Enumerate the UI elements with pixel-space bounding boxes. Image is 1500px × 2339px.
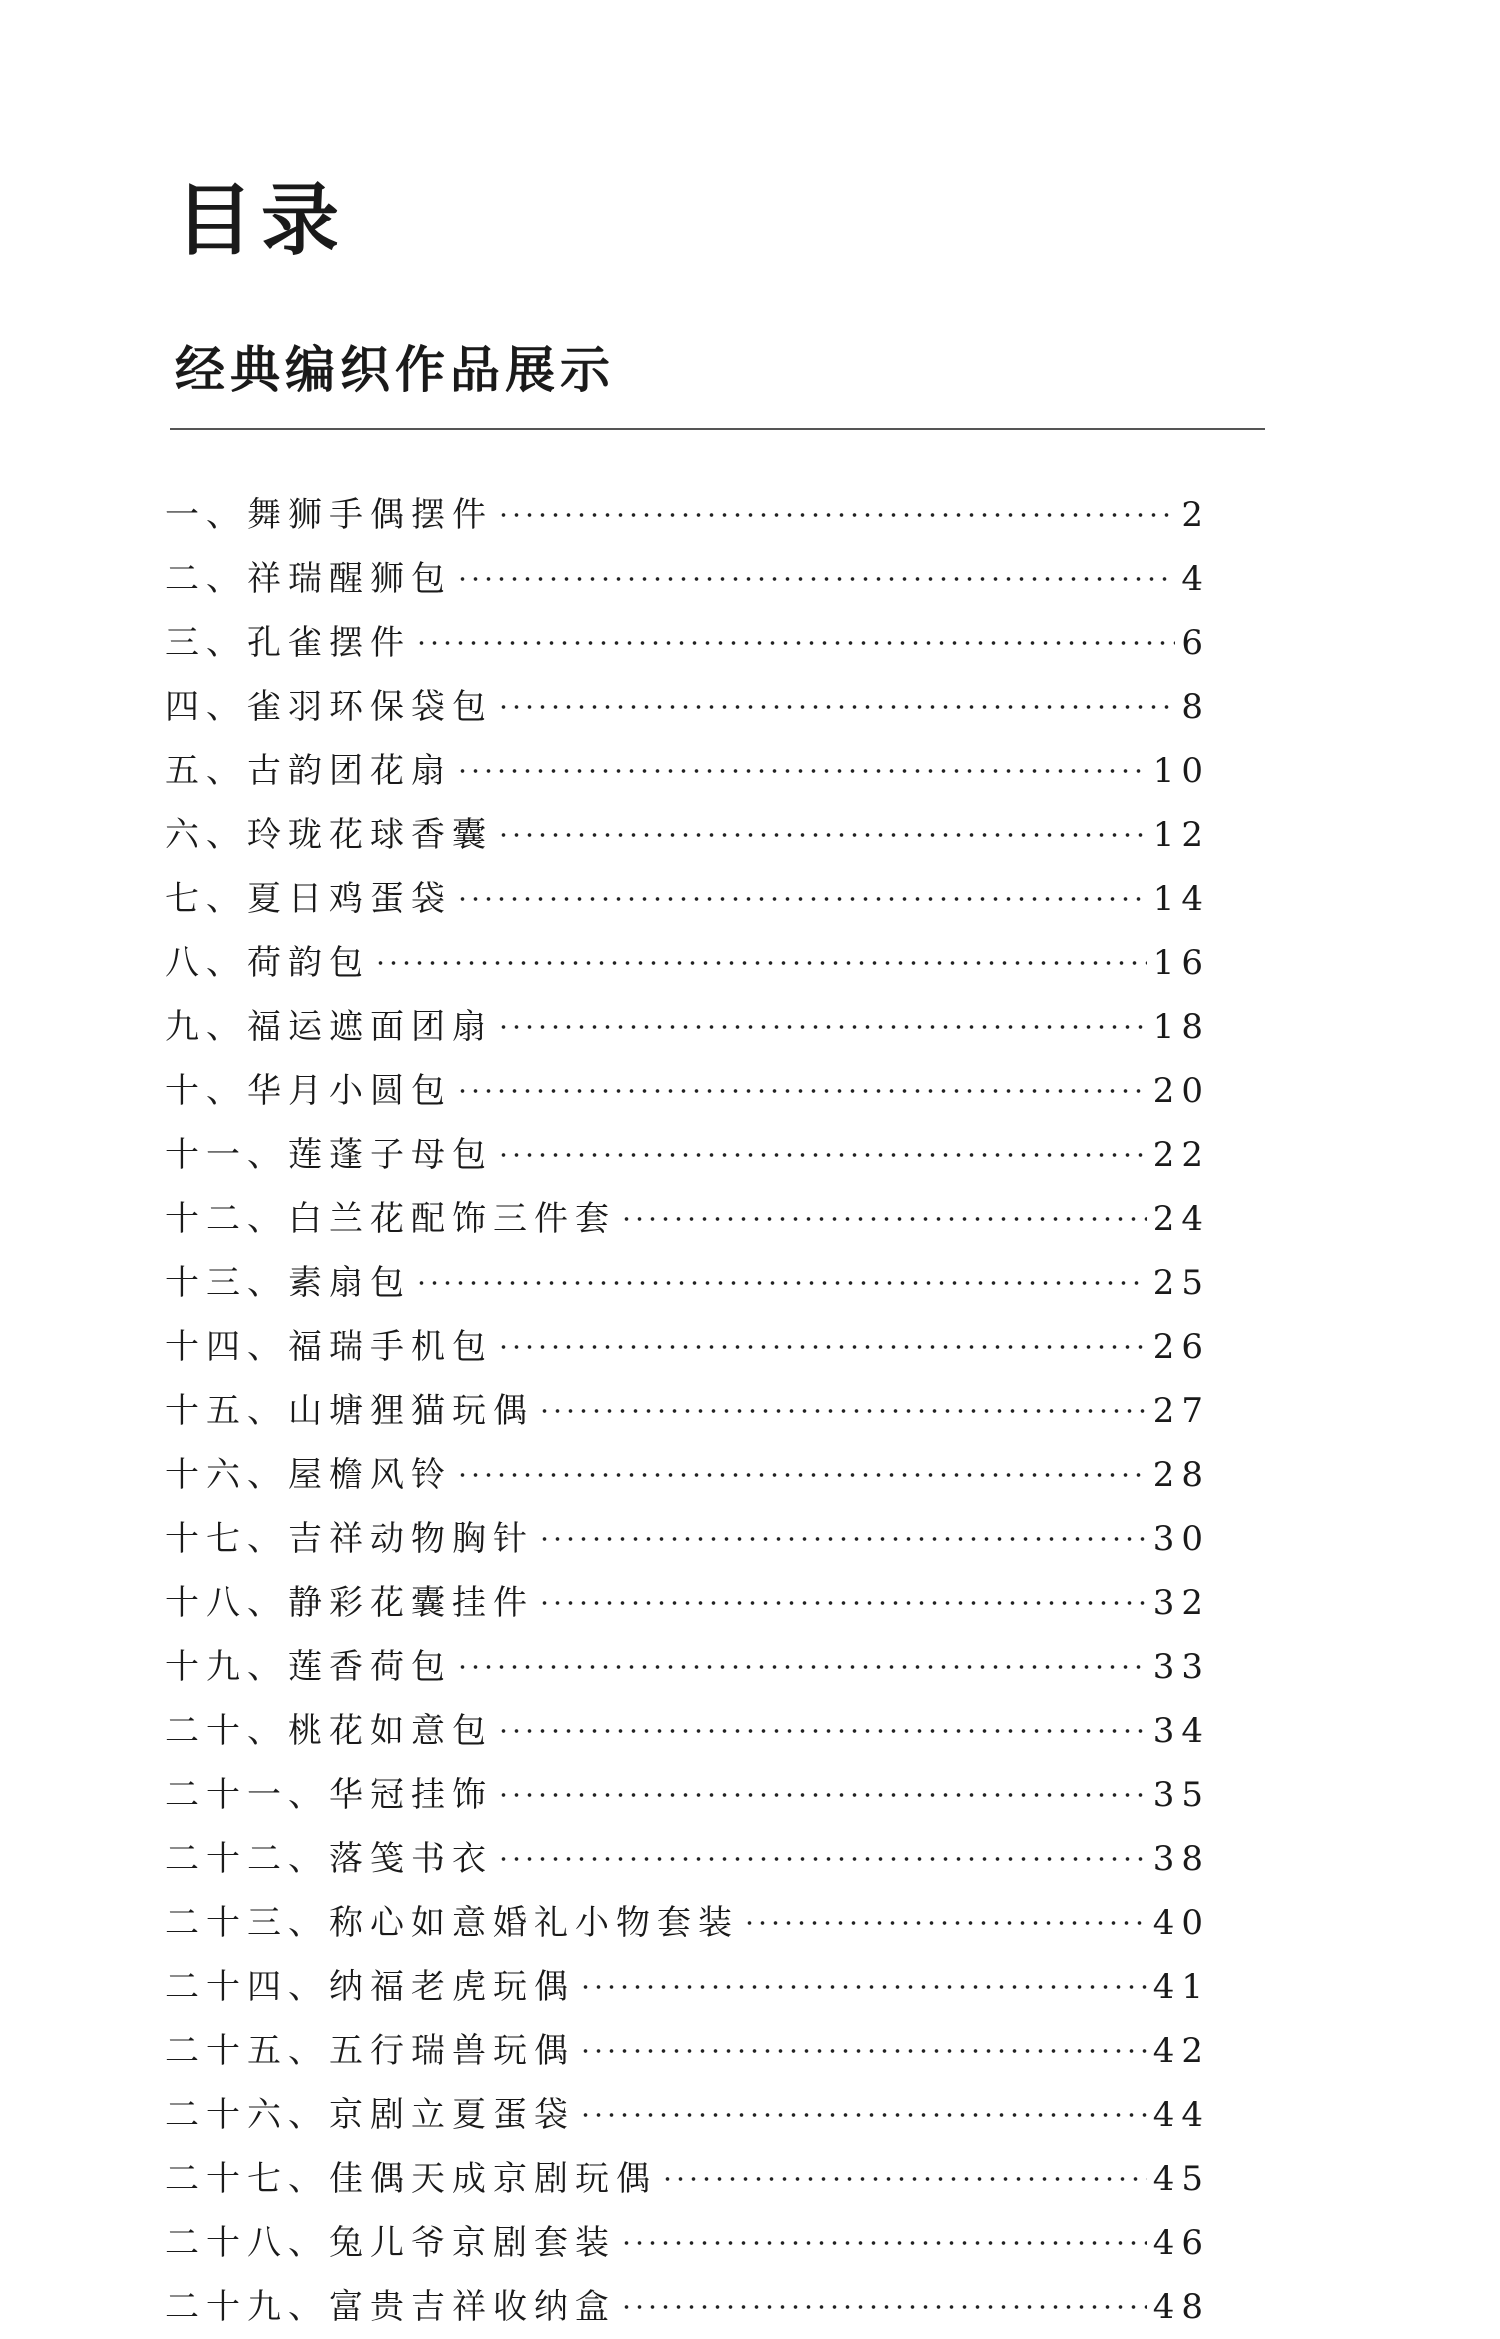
toc-item-leader [497,1778,1147,1812]
toc-item[interactable] [165,2275,1210,2339]
toc-item-page: 32 [1152,1583,1210,1623]
toc-item-page: 24 [1152,1199,1210,1239]
toc-item-label: 二十六、京剧立夏蛋袋 [165,2095,575,2135]
section-title: 经典编织作品展示 [175,340,615,399]
toc-item[interactable] [165,1891,1210,1955]
toc-item[interactable] [165,547,1210,611]
toc-list [165,483,1210,2339]
toc-item-leader [579,1970,1147,2004]
toc-item-label: 二、祥瑞醒狮包 [165,559,452,599]
toc-item[interactable] [165,675,1210,739]
toc-item-leader [620,2226,1147,2260]
toc-item[interactable] [165,1187,1210,1251]
toc-item-page: 20 [1152,1071,1210,1111]
toc-item[interactable] [165,1571,1210,1635]
toc-item-label: 七、夏日鸡蛋袋 [165,879,452,919]
toc-item-leader [497,818,1147,852]
toc-item-leader [497,1714,1147,1748]
toc-item-leader [456,754,1147,788]
toc-item-label: 二十、桃花如意包 [165,1711,493,1751]
toc-item-page: 40 [1152,1903,1210,1943]
toc-item-page: 6 [1181,623,1210,663]
toc-item-label: 一、舞狮手偶摆件 [165,495,493,535]
toc-item-page: 44 [1152,2095,1210,2135]
toc-item-leader [456,882,1147,916]
toc-item-label: 六、玲珑花球香囊 [165,815,493,855]
toc-item-label: 十七、吉祥动物胸针 [165,1519,534,1559]
toc-item-label: 四、雀羽环保袋包 [165,687,493,727]
toc-item[interactable] [165,1507,1210,1571]
toc-item-label: 十三、素扇包 [165,1263,411,1303]
toc-item-leader [497,1842,1147,1876]
toc-item[interactable] [165,611,1210,675]
toc-item-leader [620,1202,1147,1236]
toc-item-page: 16 [1152,943,1210,983]
toc-item-label: 十四、福瑞手机包 [165,1327,493,1367]
toc-item-label: 二十七、佳偶天成京剧玩偶 [165,2159,657,2199]
toc-item[interactable] [165,483,1210,547]
toc-item-page: 10 [1152,751,1210,791]
toc-item-label: 十一、莲蓬子母包 [165,1135,493,1175]
toc-item-page: 27 [1152,1391,1210,1431]
toc-item-page: 22 [1152,1135,1210,1175]
toc-item[interactable] [165,1379,1210,1443]
toc-item-leader [415,1266,1147,1300]
toc-item[interactable] [165,995,1210,1059]
toc-item[interactable] [165,1315,1210,1379]
toc-item-label: 二十九、富贵吉祥收纳盒 [165,2287,616,2327]
toc-item-leader [579,2034,1147,2068]
toc-item-page: 30 [1152,1519,1210,1559]
toc-item-label: 十九、莲香荷包 [165,1647,452,1687]
toc-item-label: 十五、山塘狸猫玩偶 [165,1391,534,1431]
toc-item-leader [538,1586,1147,1620]
toc-item-page: 38 [1152,1839,1210,1879]
toc-item-label: 三、孔雀摆件 [165,623,411,663]
toc-item-page: 2 [1181,495,1210,535]
toc-item-page: 33 [1152,1647,1210,1687]
toc-item-leader [497,1010,1147,1044]
toc-item[interactable] [165,2211,1210,2275]
toc-item-label: 五、古韵团花扇 [165,751,452,791]
toc-item-leader [579,2098,1147,2132]
toc-item-leader [415,626,1175,660]
toc-item-page: 48 [1152,2287,1210,2327]
toc-item-page: 46 [1152,2223,1210,2263]
toc-item[interactable] [165,739,1210,803]
toc-item[interactable] [165,2083,1210,2147]
toc-item-page: 25 [1152,1263,1210,1303]
toc-item-leader [497,690,1175,724]
toc-item-label: 二十四、纳福老虎玩偶 [165,1967,575,2007]
toc-item-leader [661,2162,1147,2196]
toc-item-leader [743,1906,1147,1940]
toc-item[interactable] [165,1059,1210,1123]
toc-item-leader [456,562,1175,596]
toc-item[interactable] [165,1635,1210,1699]
toc-item-label: 二十八、兔儿爷京剧套装 [165,2223,616,2263]
toc-item-label: 十二、白兰花配饰三件套 [165,1199,616,1239]
toc-item-leader [538,1522,1147,1556]
toc-item[interactable] [165,1123,1210,1187]
toc-item[interactable] [165,2019,1210,2083]
toc-item-leader [374,946,1147,980]
toc-item-leader [456,1650,1147,1684]
toc-item-leader [456,1458,1147,1492]
toc-item-page: 28 [1152,1455,1210,1495]
toc-item[interactable] [165,2147,1210,2211]
toc-item-label: 二十二、落笺书衣 [165,1839,493,1879]
toc-item-page: 8 [1181,687,1210,727]
toc-item-page: 12 [1152,815,1210,855]
toc-item[interactable] [165,1827,1210,1891]
toc-item-page: 14 [1152,879,1210,919]
toc-item-page: 18 [1152,1007,1210,1047]
toc-item-page: 34 [1152,1711,1210,1751]
toc-item-page: 45 [1152,2159,1210,2199]
toc-item-leader [497,1138,1147,1172]
toc-item[interactable] [165,867,1210,931]
toc-item-page: 26 [1152,1327,1210,1367]
toc-item[interactable] [165,1955,1210,2019]
toc-item-page: 4 [1181,559,1210,599]
toc-item[interactable] [165,1443,1210,1507]
toc-item-page: 41 [1152,1967,1210,2007]
section-divider [170,428,1265,430]
toc-item[interactable] [165,1699,1210,1763]
toc-item-page: 42 [1152,2031,1210,2071]
toc-item[interactable] [165,1251,1210,1315]
toc-item-label: 十、华月小圆包 [165,1071,452,1111]
toc-item-label: 二十五、五行瑞兽玩偶 [165,2031,575,2071]
toc-item[interactable] [165,803,1210,867]
toc-item-page: 35 [1152,1775,1210,1815]
toc-item[interactable] [165,931,1210,995]
toc-item-label: 八、荷韵包 [165,943,370,983]
toc-item[interactable] [165,1763,1210,1827]
page-title: 目录 [175,175,348,266]
toc-item-leader [456,1074,1147,1108]
toc-item-leader [497,1330,1147,1364]
toc-item-leader [497,498,1175,532]
toc-item-label: 二十三、称心如意婚礼小物套装 [165,1903,739,1943]
toc-item-leader [620,2290,1147,2324]
toc-item-label: 九、福运遮面团扇 [165,1007,493,1047]
toc-item-label: 十六、屋檐风铃 [165,1455,452,1495]
toc-item-leader [538,1394,1147,1428]
toc-item-label: 二十一、华冠挂饰 [165,1775,493,1815]
toc-item-label: 十八、静彩花囊挂件 [165,1583,534,1623]
